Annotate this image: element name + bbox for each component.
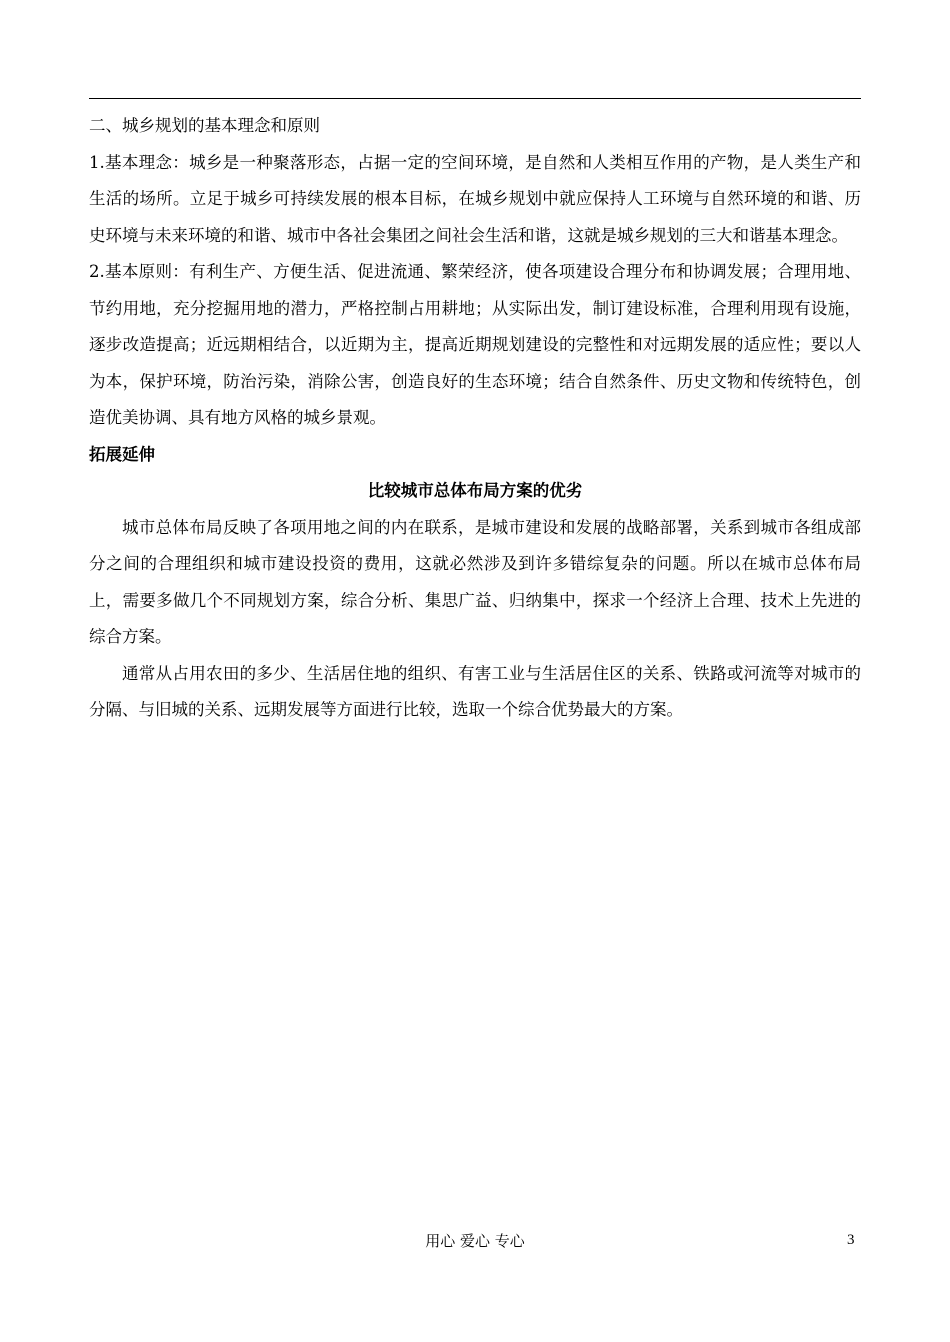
extension-paragraph-2: 通常从占用农田的多少、生活居住地的组织、有害工业与生活居住区的关系、铁路或河流等对城市的分隔、与旧城的关系、远期发展等方面进行比较，选取一个综合优势最大的方案。 — [89, 663, 861, 719]
header-rule — [89, 98, 861, 99]
page-content — [89, 108, 861, 729]
basic-concept-paragraph: 1.基本理念：城乡是一种聚落形态，占据一定的空间环境，是自然和人类相互作用的产物，是人类生产和生活的场所。立足于城乡可持续发展的根本目标，在城乡规划中就应保持人工环境与自然环境的和谐、历史环境与未来环境的和谐、城市中各社会集团之间社会生活和谐，这就是城乡规划的三大和谐基本理念。 — [89, 152, 861, 245]
extension-paragraph-1: 城市总体布局反映了各项用地之间的内在联系，是城市建设和发展的战略部署，关系到城市各组成部分之间的合理组织和城市建设投资的费用，这就必然涉及到许多错综复杂的问题。所以在城市总体布局上，需要多做几个不同规划方案，综合分析、集思广益、归纳集中，探求一个经济上合理、技术上先进的综合方案。 — [89, 517, 861, 646]
page-number: 3 — [847, 1232, 855, 1248]
section-heading: 二、城乡规划的基本理念和原则 — [89, 116, 320, 135]
basic-principles-paragraph: 2.基本原则：有利生产、方便生活、促进流通、繁荣经济，使各项建设合理分布和协调发展；合理用地、节约用地，充分挖掘用地的潜力，严格控制占用耕地；从实际出发，制订建设标准，合理利用现有设施，逐步改造提高；近远期相结合，以近期为主，提高近期规划建设的完整性和对远期发展的适应性；要以人为本，保护环境，防治污染，消除公害，创造良好的生态环境；结合自然条件、历史文物和传统特色，创造优美协调、具有地方风格的城乡景观。 — [89, 262, 861, 427]
extension-title: 比较城市总体布局方案的优劣 — [367, 481, 583, 500]
footer-motto: 用心 爱心 专心 — [425, 1232, 525, 1250]
extension-label: 拓展延伸 — [89, 444, 155, 464]
